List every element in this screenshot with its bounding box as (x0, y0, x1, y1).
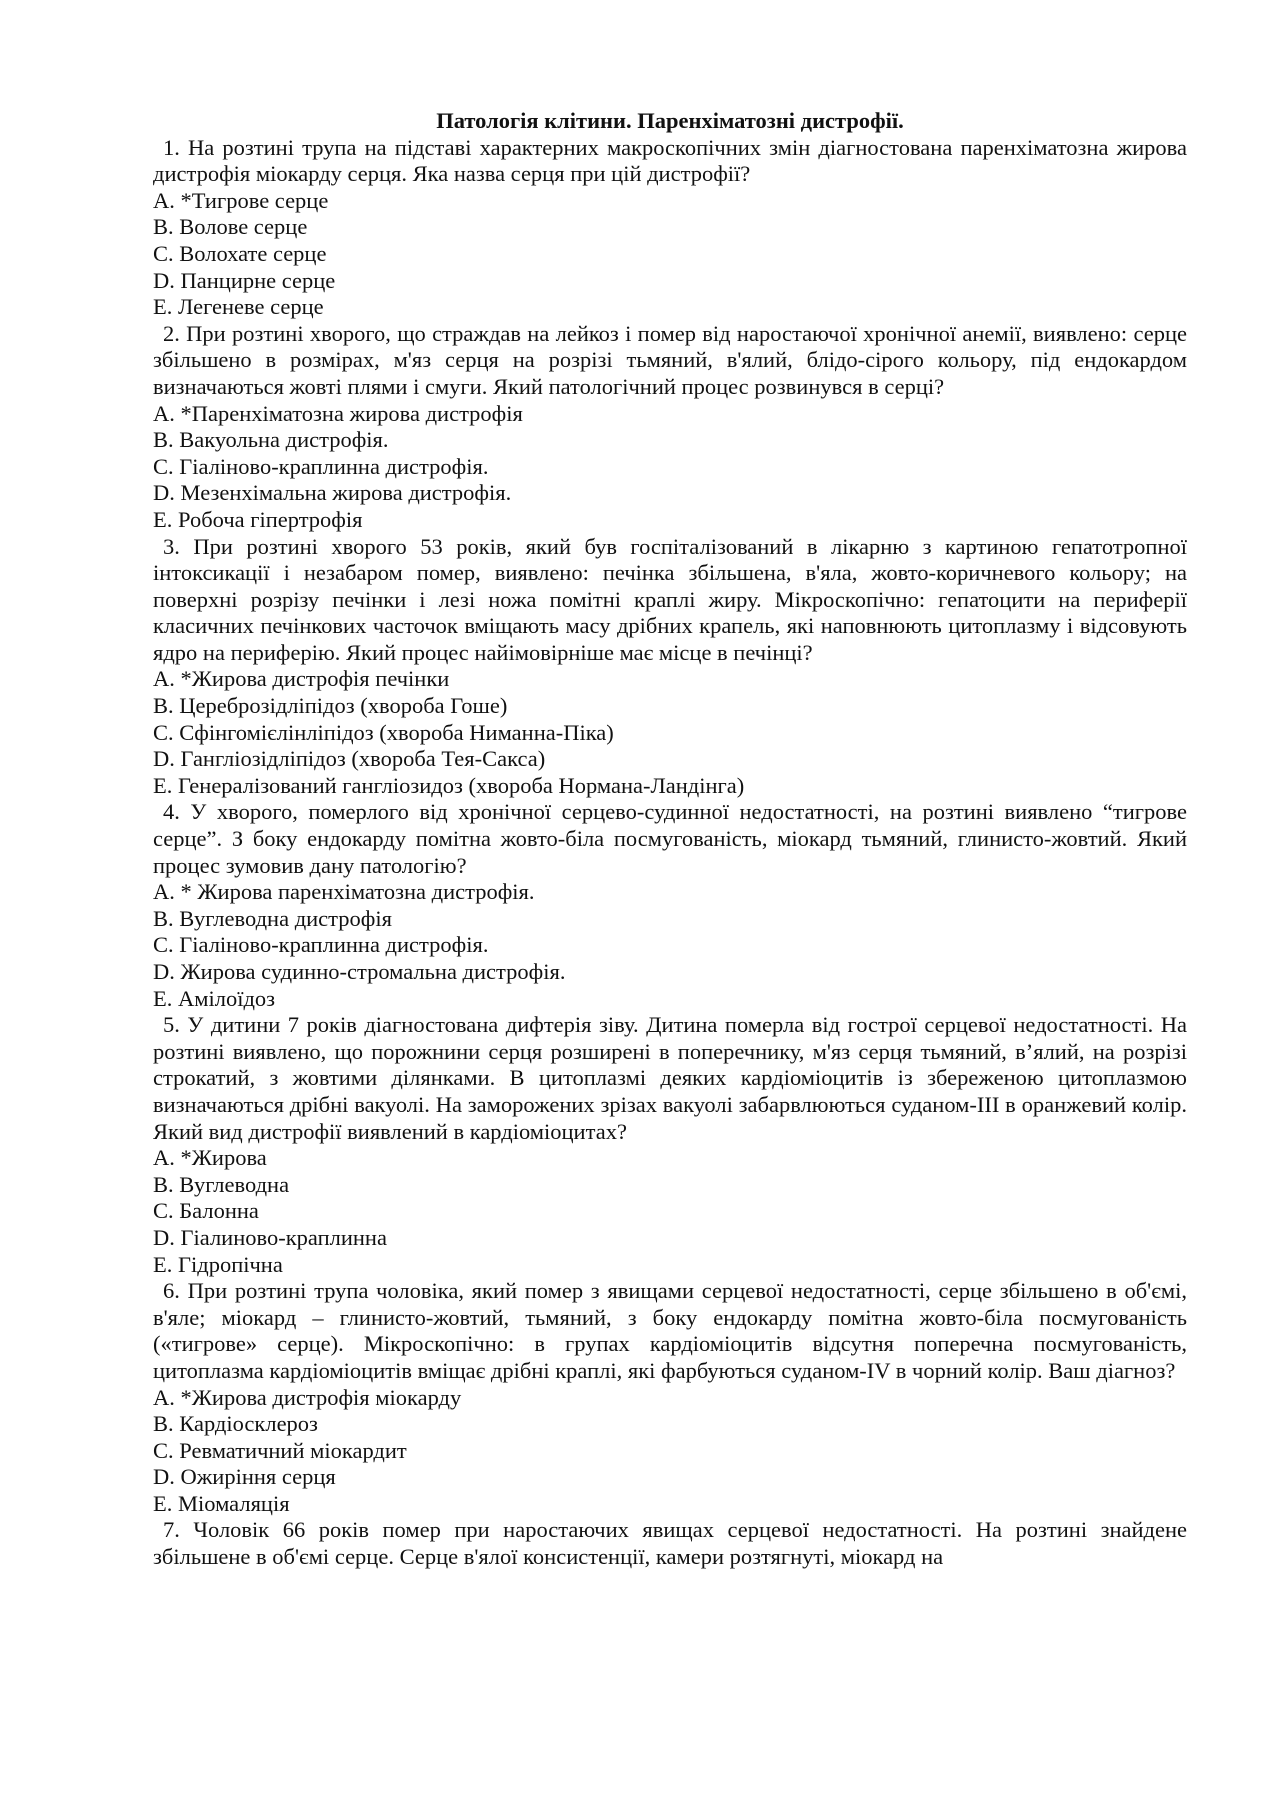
question-4 (153, 799, 1187, 1012)
answer-option-a: A. *Жирова дистрофія міокарду (153, 1384, 462, 1410)
answer-option-e: E. Амілоїдоз (153, 985, 276, 1011)
answer-option-c: C. Сфінгомієлінліпідоз (хвороба Ниманна-Піка) (153, 719, 614, 745)
answer-option-e: E. Робоча гіпертрофія (153, 506, 363, 532)
answer-option-d: D. Жирова судинно-стромальна дистрофія. (153, 959, 566, 984)
answer-option-c: C. Гіаліново-краплинна дистрофія. (153, 453, 489, 479)
question-text: 6. При розтині трупа чоловіка, який помер з явищами серцевої недостатності, серце збільшено в об'ємі, в'яле; міокард – глинисто-жовтий, тьмяний, з боку ендокарду помітна жовто-біла посмугованість («тигрове» серце). Мікроскопічно: в групах кардіоміоцитів відсутня поперечна посмугованість, цитоплазма кардіоміоцитів вміщає дрібні краплі, які фарбуються суданом-IV в чорний колір. Ваш діагноз? (153, 1278, 1187, 1383)
answer-option-e: E. Генералізований гангліозидоз (хвороба Нормана-Ландінга) (153, 772, 745, 798)
question-1 (153, 135, 1187, 321)
answer-option-c: C. Волохате серце (153, 240, 327, 266)
question-text: 5. У дитини 7 років діагностована дифтерія зіву. Дитина померла від гострої серцевої недостатності. На розтині виявлено, що порожнини серця розширені в поперечнику, м'яз серця тьмяний, в’ялий, на розрізі строкатий, з жовтими ділянками. В цитоплазмі деяких кардіоміоцитів із збереженою цитоплазмою визначаються дрібні вакуолі. На заморожених зрізах вакуолі забарвлюються суданом-III в оранжевий колір. Який вид дистрофії виявлений в кардіоміоцитах? (153, 1012, 1187, 1144)
answer-option-a: A. *Паренхіматозна жирова дистрофія (153, 400, 523, 426)
answer-option-b: B. Цереброзідліпідоз (хвороба Гоше) (153, 693, 508, 719)
answer-option-e: E. Міомаляція (153, 1490, 290, 1516)
answer-option-e: E. Легеневе серце (153, 294, 324, 320)
answer-option-b: B. Кардіосклероз (153, 1411, 318, 1437)
answer-option-a: A. * Жирова паренхіматозна дистрофія. (153, 879, 535, 905)
question-text: 7. Чоловік 66 років помер при наростаючих явищах серцевої недостатності. На розтині знайдене збільшене в об'ємі серце. Серце в'ялої консистенції, камери розтягнуті, міокард на (153, 1517, 1187, 1570)
question-text: 2. При розтині хворого, що страждав на лейкоз і помер від наростаючої хронічної анемії, виявлено: серце збільшено в розмірах, м'яз серця на розрізі тьмяний, в'ялий, блідо-сірого кольору, під ендокардом визначаються жовті плями і смуги. Який патологічний процес розвинувся в серці? (153, 320, 1187, 399)
answer-option-d: D. Панцирне серце (153, 267, 336, 293)
answer-option-d: D. Мезенхімальна жирова дистрофія. (153, 480, 512, 506)
answer-option-d: D. Гангліозідліпідоз (хвороба Тея-Сакса) (153, 746, 546, 772)
answer-option-d: D. Ожиріння серця (153, 1464, 336, 1490)
answer-option-b: B. Вакуольна дистрофія. (153, 427, 389, 453)
question-text: 4. У хворого, померлого від хронічної серцево-судинної недостатності, на розтині виявлено “тигрове серце”. З боку ендокарду помітна жовто-біла посмугованість, міокард тьмяний, глинисто-жовтий. Який процес зумовив дану патологію? (153, 799, 1187, 878)
question-7 (153, 1517, 1187, 1570)
answer-option-a: A. *Жирова дистрофія печінки (153, 666, 450, 692)
answer-option-b: B. Вуглеводна (153, 1171, 290, 1197)
answer-option-a: A. *Тигрове серце (153, 187, 329, 213)
answer-option-d: D. Гіалиново-краплинна (153, 1224, 387, 1250)
document-title: Патологія клітини. Паренхіматозні дистрофії. (436, 108, 904, 133)
answer-option-c: C. Балонна (153, 1198, 259, 1224)
answer-option-c: C. Гіаліново-краплинна дистрофія. (153, 932, 489, 958)
question-text: 1. На розтині трупа на підставі характерних макроскопічних змін діагностована паренхіматозна жирова дистрофія міокарду серця. Яка назва серця при цій дистрофії? (153, 134, 1187, 187)
question-6 (153, 1278, 1187, 1517)
answer-option-c: C. Ревматичний міокардит (153, 1437, 407, 1463)
answer-option-b: B. Вуглеводна дистрофія (153, 905, 392, 931)
question-text: 3. При розтині хворого 53 років, який був госпіталізований в лікарню з картиною гепатотропної інтоксикації і незабаром помер, виявлено: печінка збільшена, в'яла, жовто-коричневого кольору; на поверхні розрізу печінки і лезі ножа помітні краплі жиру. Мікроскопічно: гепатоцити на периферії класичних печінкових часточок вміщають масу дрібних крапель, які наповнюють цитоплазму і відсовують ядро на периферію. Який процес найімовірніше має місце в печінці? (153, 533, 1187, 665)
question-3 (153, 534, 1187, 800)
answer-option-a: A. *Жирова (153, 1145, 267, 1171)
answer-option-e: E. Гідропічна (153, 1251, 283, 1277)
question-2 (153, 321, 1187, 534)
answer-option-b: B. Волове серце (153, 214, 308, 240)
document-page (153, 108, 1187, 1571)
question-5 (153, 1012, 1187, 1278)
